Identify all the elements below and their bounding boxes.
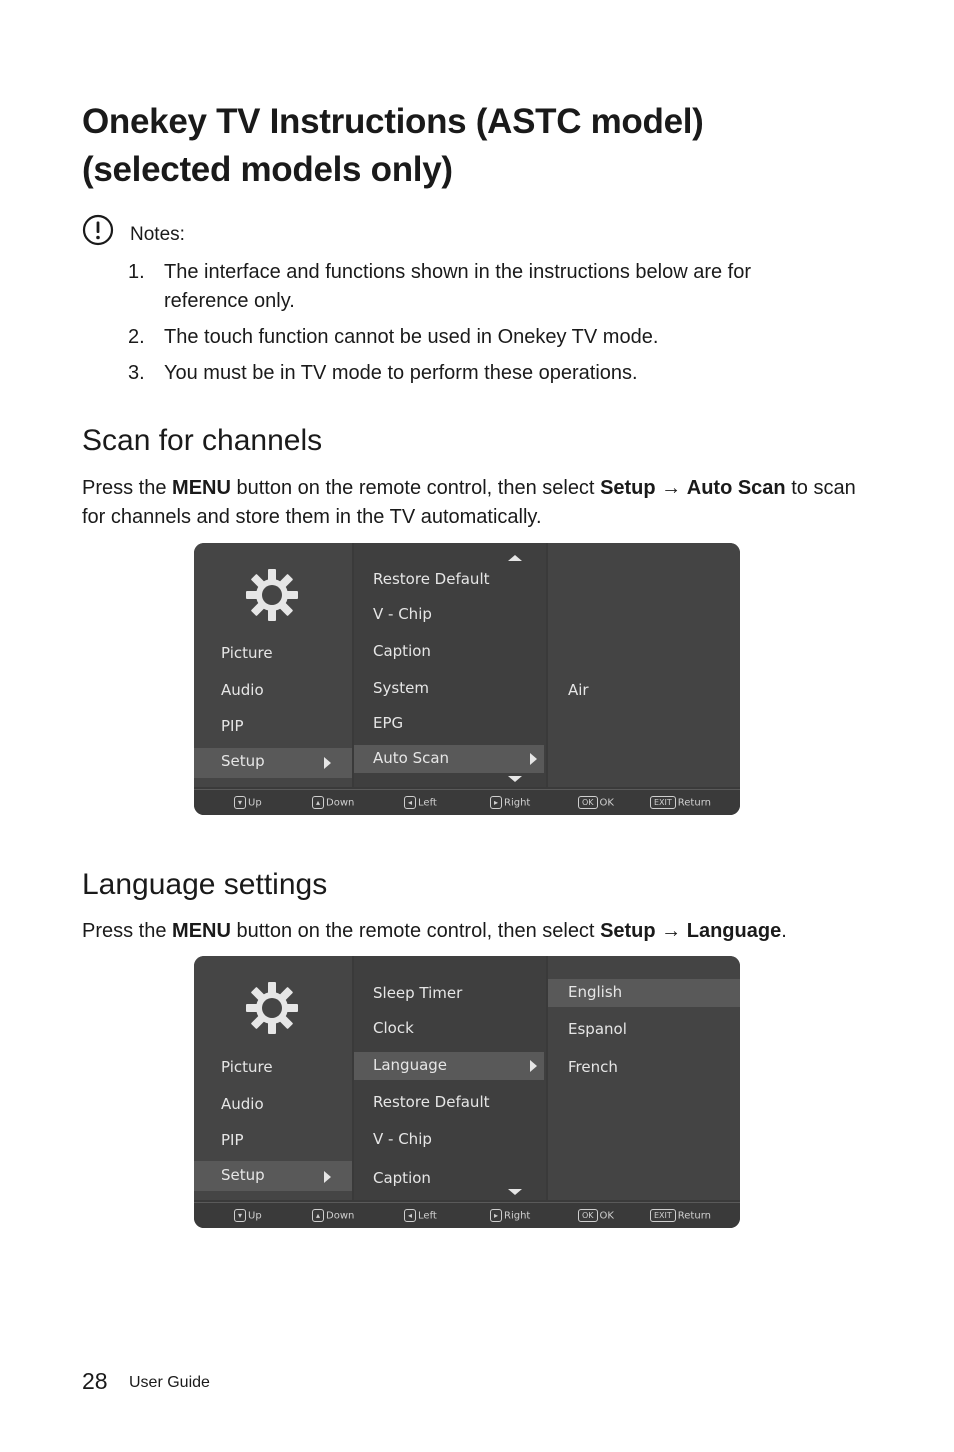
text-run: button on the remote control, then select <box>230 920 601 942</box>
osd-item-auto-scan[interactable]: Auto Scan <box>373 749 450 767</box>
osd-key-ok <box>578 1209 614 1222</box>
osd-key-down <box>312 1209 354 1222</box>
osd-key-return <box>650 1209 711 1222</box>
arrow-text: → <box>655 920 687 942</box>
language-keyword: Language <box>686 920 782 942</box>
osd-option-espanol[interactable]: Espanol <box>568 1020 627 1038</box>
osd-key-label: Left <box>418 1210 437 1222</box>
osd-item-v-chip[interactable]: V - Chip <box>373 1130 432 1148</box>
osd-item-restore-default[interactable]: Restore Default <box>373 1093 490 1111</box>
osd-item-restore-default[interactable]: Restore Default <box>373 570 490 588</box>
osd-key-label: Up <box>248 797 262 809</box>
note-number: 3. <box>128 362 145 384</box>
osd-footer-bar <box>194 1202 740 1228</box>
right-arrow-key-icon: ▸ <box>490 1209 502 1222</box>
osd-key-right <box>490 1209 530 1222</box>
page-title-line-2: (selected models only) <box>82 150 453 189</box>
scroll-down-icon[interactable] <box>508 776 522 782</box>
note-number: 1. <box>128 261 145 283</box>
osd-menu-picture[interactable]: Picture <box>221 1058 273 1076</box>
down-arrow-key-icon: ▾ <box>234 796 246 809</box>
osd-key-label: Right <box>504 1210 531 1222</box>
osd-option-air[interactable]: Air <box>568 681 589 699</box>
left-arrow-key-icon: ◂ <box>404 796 416 809</box>
osd-key-label: Down <box>326 1210 355 1222</box>
down-arrow-key-icon: ▾ <box>234 1209 246 1222</box>
note-text: You must be in TV mode to perform these operations. <box>164 362 638 384</box>
footer-label: User Guide <box>129 1374 210 1391</box>
osd-key-label: Right <box>504 797 531 809</box>
osd-key-left <box>404 796 437 809</box>
osd-key-label: Return <box>677 1210 711 1222</box>
osd-menu-setup[interactable]: Setup <box>221 1166 265 1184</box>
chevron-right-icon <box>530 1060 537 1072</box>
note-number: 2. <box>128 326 145 348</box>
osd-key-label: Left <box>418 797 437 809</box>
exit-key-icon: EXIT <box>650 796 676 809</box>
osd-item-clock[interactable]: Clock <box>373 1019 414 1037</box>
gear-icon <box>244 980 300 1036</box>
scan-section-heading: Scan for channels <box>82 424 323 457</box>
text-run: Press the <box>82 920 173 942</box>
osd-key-up <box>234 796 262 809</box>
osd-key-label: Down <box>326 797 355 809</box>
notes-label: Notes: <box>130 224 185 245</box>
osd-menu-audio[interactable]: Audio <box>221 681 264 699</box>
exit-key-icon: EXIT <box>650 1209 676 1222</box>
osd-item-caption[interactable]: Caption <box>373 1169 431 1187</box>
osd-item-epg[interactable]: EPG <box>373 714 404 732</box>
text-run: Press the <box>82 477 173 499</box>
osd-right-column <box>548 956 740 1200</box>
osd-key-label: Up <box>248 1210 262 1222</box>
up-arrow-key-icon: ▴ <box>312 796 324 809</box>
osd-menu-language <box>194 956 740 1228</box>
osd-key-left <box>404 1209 437 1222</box>
osd-menu-audio[interactable]: Audio <box>221 1095 264 1113</box>
osd-menu-auto-scan <box>194 543 740 815</box>
scroll-up-icon[interactable] <box>508 555 522 561</box>
setup-keyword: Setup <box>600 920 656 942</box>
chevron-right-icon <box>324 1171 331 1183</box>
up-arrow-key-icon: ▴ <box>312 1209 324 1222</box>
notes-list <box>128 258 828 395</box>
note-item <box>128 258 828 316</box>
osd-item-v-chip[interactable]: V - Chip <box>373 605 432 623</box>
osd-key-label: OK <box>599 797 614 809</box>
osd-option-english[interactable]: English <box>568 983 623 1001</box>
osd-item-system[interactable]: System <box>373 679 429 697</box>
gear-icon <box>244 567 300 623</box>
osd-menu-pip[interactable]: PIP <box>221 1131 244 1149</box>
ok-key-icon: OK <box>578 796 598 809</box>
note-item <box>128 359 828 388</box>
chevron-right-icon <box>530 753 537 765</box>
osd-right-column <box>548 543 740 787</box>
scan-paragraph <box>82 474 872 532</box>
osd-item-sleep-timer[interactable]: Sleep Timer <box>373 984 463 1002</box>
menu-keyword: MENU <box>172 477 231 499</box>
osd-key-up <box>234 1209 262 1222</box>
osd-item-language[interactable]: Language <box>373 1056 448 1074</box>
ok-key-icon: OK <box>578 1209 598 1222</box>
osd-key-down <box>312 796 354 809</box>
osd-middle-column <box>354 543 546 787</box>
language-paragraph <box>82 917 872 946</box>
right-arrow-key-icon: ▸ <box>490 796 502 809</box>
osd-key-label: Return <box>677 797 711 809</box>
osd-key-ok <box>578 796 614 809</box>
left-arrow-key-icon: ◂ <box>404 1209 416 1222</box>
text-run: . <box>781 920 787 942</box>
scroll-down-icon[interactable] <box>508 1189 522 1195</box>
osd-menu-pip[interactable]: PIP <box>221 717 244 735</box>
exclamation-circle-icon <box>82 214 114 246</box>
chevron-right-icon <box>324 757 331 769</box>
osd-middle-column <box>354 956 546 1200</box>
menu-keyword: MENU <box>172 920 231 942</box>
osd-key-label: OK <box>599 1210 614 1222</box>
text-run: to scan for channels and store them in the TV automatically. <box>82 477 856 528</box>
osd-menu-picture[interactable]: Picture <box>221 644 273 662</box>
language-section-heading: Language settings <box>82 868 328 901</box>
osd-footer-bar <box>194 789 740 815</box>
osd-left-column <box>194 956 352 1200</box>
note-item <box>128 323 828 352</box>
note-text: The touch function cannot be used in Onekey TV mode. <box>164 326 659 348</box>
page-title-line-1: Onekey TV Instructions (ASTC model) <box>82 102 704 141</box>
note-text: The interface and functions shown in the instructions below are for reference only. <box>164 261 751 312</box>
osd-menu-setup[interactable]: Setup <box>221 752 265 770</box>
setup-keyword: Setup <box>600 477 656 499</box>
arrow-text: → <box>655 477 687 499</box>
auto-scan-keyword: Auto Scan <box>686 477 786 499</box>
page-number: 28 <box>82 1368 108 1394</box>
osd-item-caption[interactable]: Caption <box>373 642 431 660</box>
osd-key-right <box>490 796 530 809</box>
page-title <box>82 98 902 194</box>
osd-key-return <box>650 796 711 809</box>
osd-left-column <box>194 543 352 787</box>
osd-option-french[interactable]: French <box>568 1058 618 1076</box>
text-run: button on the remote control, then select <box>230 477 601 499</box>
